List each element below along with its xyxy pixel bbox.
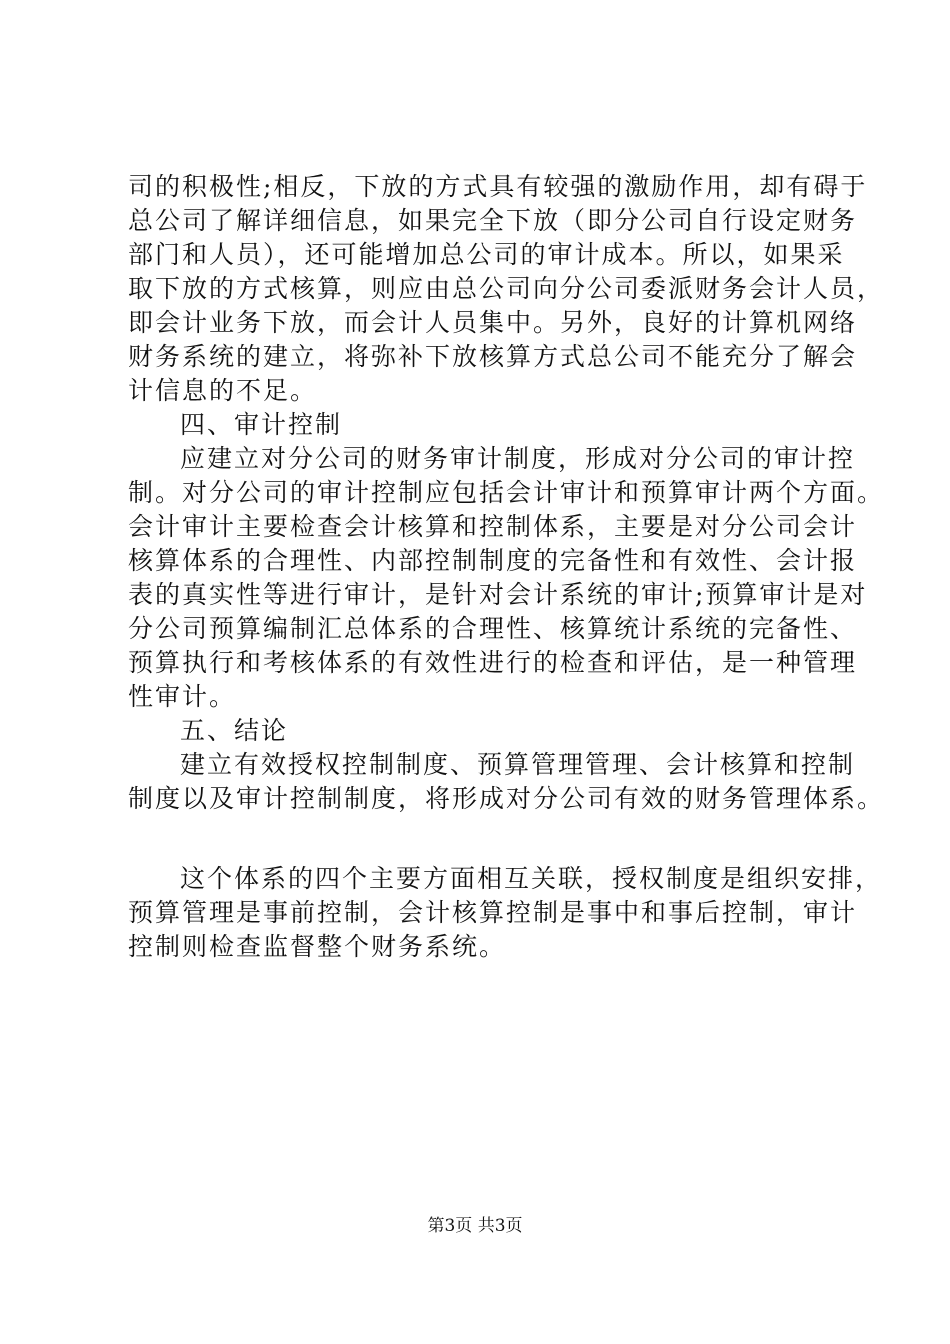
section-heading-conclusion: 五、结论 — [180, 716, 289, 745]
section-heading-audit-control: 四、审计控制 — [180, 410, 343, 439]
paragraph-line: 控制则检查监督整个财务系统。 — [128, 932, 507, 961]
paragraph-line: 计信息的不足。 — [128, 376, 318, 405]
paragraph-line: 总公司了解详细信息，如果完全下放（即分公司自行设定财务 — [128, 206, 858, 235]
paragraph-line: 会计审计主要检查会计核算和控制体系，主要是对分公司会计 — [128, 512, 858, 541]
paragraph-line: 制度以及审计控制制度，将形成对分公司有效的财务管理体系。 — [128, 784, 885, 813]
paragraph-line: 财务系统的建立，将弥补下放核算方式总公司不能充分了解会 — [128, 342, 858, 371]
paragraph-line: 取下放的方式核算，则应由总公司向分公司委派财务会计人员， — [128, 274, 885, 303]
paragraph-line: 这个体系的四个主要方面相互关联，授权制度是组织安排， — [180, 864, 883, 893]
paragraph-line: 核算体系的合理性、内部控制制度的完备性和有效性、会计报 — [128, 546, 858, 575]
paragraph-line: 表的真实性等进行审计，是针对会计系统的审计;预算审计是对 — [128, 580, 868, 609]
document-body — [128, 170, 885, 964]
paragraph-2 — [128, 442, 885, 714]
paragraph-line: 预算管理是事前控制，会计核算控制是事中和事后控制，审计 — [128, 898, 858, 927]
paragraph-spacer — [128, 816, 833, 862]
paragraph-line: 即会计业务下放，而会计人员集中。另外，良好的计算机网络 — [128, 308, 858, 337]
paragraph-line: 预算执行和考核体系的有效性进行的检查和评估，是一种管理 — [128, 648, 858, 677]
paragraph-line: 司的积极性;相反，下放的方式具有较强的激励作用，却有碍于 — [128, 172, 868, 201]
paragraph-line: 建立有效授权控制制度、预算管理管理、会计核算和控制 — [180, 750, 856, 779]
paragraph-line: 应建立对分公司的财务审计制度，形成对分公司的审计控 — [180, 444, 856, 473]
paragraph-line: 制。对分公司的审计控制应包括会计审计和预算审计两个方面。 — [128, 478, 885, 507]
paragraph-3 — [128, 748, 885, 816]
paragraph-line: 分公司预算编制汇总体系的合理性、核算统计系统的完备性、 — [128, 614, 858, 643]
paragraph-1 — [128, 170, 885, 408]
paragraph-line: 部门和人员），还可能增加总公司的审计成本。所以，如果采 — [128, 240, 845, 269]
paragraph-4 — [128, 862, 883, 964]
paragraph-line: 性审计。 — [128, 682, 237, 711]
page-number-footer: 第3页 共3页 — [427, 1216, 523, 1236]
